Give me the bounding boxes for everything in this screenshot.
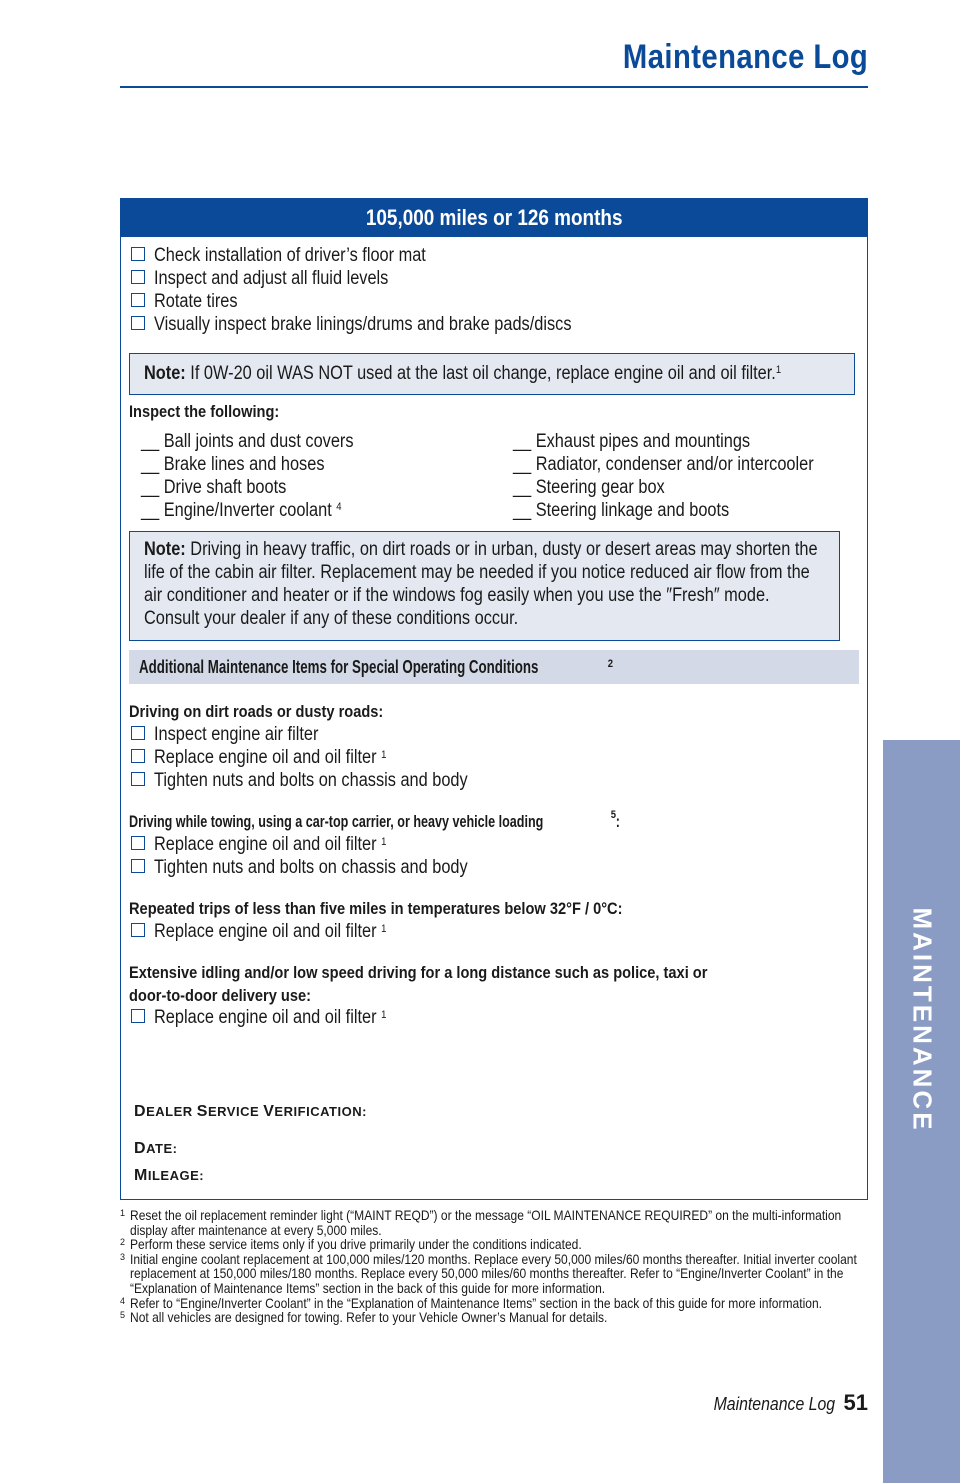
checkbox[interactable]	[131, 726, 145, 740]
condition-heading: Repeated trips of less than five miles in temperatures below 32°F / 0°C:	[129, 899, 623, 918]
inspect-item: __ Brake lines and hoses	[141, 454, 325, 475]
page-footer	[697, 1390, 868, 1416]
mileage-label: MILEAGE:	[134, 1167, 205, 1184]
oil-note: Note: If 0W-20 oil WAS NOT used at the last oil change, replace engine oil and oil filter.$^1$	[129, 353, 855, 395]
footnote: 3 Initial engine coolant replacement at 100,000 miles/120 months. Replace every 50,000 miles/60 months thereafter. Initial inverter coolant replacement at 150,000 miles/180 months. Replace every 50,000 miles/60 months thereafter. Refer to “Engine/Inverter Coolant” in the “Explanation of Maintenance Items” section in the back of this guide for more information.	[120, 1250, 857, 1296]
inspect-item: __ Steering gear box	[513, 477, 665, 498]
checklist-item[interactable]: Tighten nuts and bolts on chassis and body	[131, 857, 519, 879]
inspect-item: __ Steering linkage and boots	[513, 500, 730, 521]
footnote: 4 Refer to “Engine/Inverter Coolant” in the “Explanation of Maintenance Items” section in the back of this guide for more information.	[120, 1294, 822, 1311]
side-tab-label: MAINTENANCE	[907, 907, 937, 1133]
condition-heading: Driving while towing, using a car-top carrier, or heavy vehicle loading $^5$:	[129, 809, 621, 831]
date-label: DATE:	[134, 1140, 178, 1157]
inspect-item: __ Ball joints and dust covers	[141, 431, 354, 452]
checkbox[interactable]	[131, 836, 145, 850]
checkbox[interactable]	[131, 316, 145, 330]
checklist-item[interactable]: Inspect engine air filter	[131, 724, 345, 746]
checklist-item[interactable]: Replace engine oil and oil filter $^1$	[131, 834, 424, 856]
checklist-item[interactable]: Replace engine oil and oil filter $^1$	[131, 747, 424, 769]
checklist-item[interactable]: Replace engine oil and oil filter $^1$	[131, 1007, 424, 1029]
page-number: 51	[843, 1390, 868, 1415]
checkbox[interactable]	[131, 923, 145, 937]
inspect-list-right	[513, 430, 863, 522]
checkbox[interactable]	[131, 1009, 145, 1023]
inspect-item: __ Radiator, condenser and/or intercooler	[513, 454, 814, 475]
additional-maintenance-heading: Additional Maintenance Items for Special Operating Conditions $^2$	[129, 650, 859, 684]
condition-heading: Extensive idling and/or low speed driving for a long distance such as police, taxi or	[129, 963, 708, 982]
inspect-list-left	[141, 430, 388, 522]
checklist-item[interactable]: Check installation of driver’s floor mat	[131, 245, 470, 267]
inspect-item: __ Drive shaft boots	[141, 477, 287, 498]
checkbox[interactable]	[131, 749, 145, 763]
checklist-item[interactable]: Rotate tires	[131, 291, 251, 313]
dealer-verification-label: DEALER SERVICE VERIFICATION:	[134, 1103, 367, 1120]
inspect-item: __ Exhaust pipes and mountings	[513, 431, 751, 452]
maintenance-interval-box	[120, 198, 868, 1200]
page-title: Maintenance Log	[622, 38, 868, 76]
footnote: 1 Reset the oil replacement reminder light (“MAINT REQD”) or the message “OIL MAINTENANCE REQUIRED” on the multi-information display after maintenance at every 5,000 miles.	[120, 1207, 842, 1238]
checkbox[interactable]	[131, 247, 145, 261]
checklist-item[interactable]: Tighten nuts and bolts on chassis and body	[131, 770, 519, 792]
checkbox[interactable]	[131, 859, 145, 873]
inspect-item: __ Engine/Inverter coolant $^4$	[141, 500, 342, 521]
condition-heading-continued: door-to-door delivery use:	[129, 986, 311, 1005]
footnote: 5 Not all vehicles are designed for towing. Refer to your Vehicle Owner’s Manual for details.	[120, 1309, 608, 1326]
checklist-item[interactable]: Inspect and adjust all fluid levels	[131, 268, 427, 290]
inspect-heading: Inspect the following:	[129, 402, 280, 421]
title-rule	[120, 86, 868, 88]
checkbox[interactable]	[131, 270, 145, 284]
footnotes	[120, 1208, 868, 1325]
checklist-item[interactable]: Visually inspect brake linings/drums and brake pads/discs	[131, 314, 639, 336]
checkbox[interactable]	[131, 772, 145, 786]
footer-label: Maintenance Log	[713, 1394, 836, 1414]
interval-header: 105,000 miles or 126 months	[121, 199, 867, 237]
checkbox[interactable]	[131, 293, 145, 307]
footnote: 2 Perform these service items only if you drive primarily under the conditions indicated.	[120, 1236, 582, 1253]
condition-heading: Driving on dirt roads or dusty roads:	[129, 702, 384, 721]
cabin-filter-note: Note: Driving in heavy traffic, on dirt roads or in urban, dusty or desert areas may shorten the life of the cabin air filter. Replacement may be needed if you notice reduced air flow from the air conditioner and heater or if the windows fog easily when you use the ″Fresh″ mode. Consult your dealer if any of these conditions occur.	[129, 531, 840, 641]
checklist-item[interactable]: Replace engine oil and oil filter $^1$	[131, 921, 424, 943]
